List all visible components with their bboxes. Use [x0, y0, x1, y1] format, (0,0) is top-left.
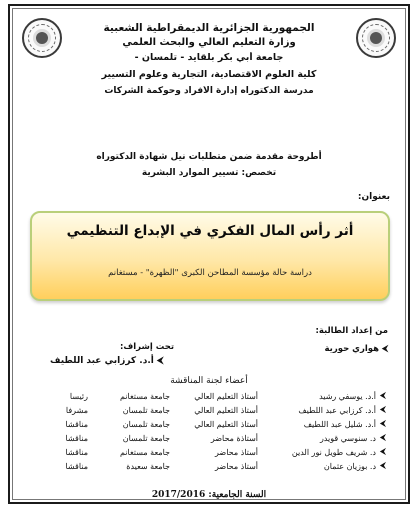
arrow-left-icon: ⮜	[379, 405, 387, 415]
university-line: جامعة أبي بكر بلقايد - تلمسان -	[134, 52, 284, 63]
academic-year	[10, 490, 408, 500]
doctoral-school-line: مدرسة الدكتوراه إدارة الأفراد وحوكمة الشركات	[104, 86, 314, 96]
university-seal-icon	[22, 18, 62, 58]
member-university: جامعة تلمسان	[122, 419, 170, 429]
university-seal-icon	[356, 18, 396, 58]
member-name: أ.د. كرزابي عبد اللطيف	[298, 405, 376, 415]
student-name-line	[325, 344, 389, 354]
member-name: أ.د. يوسفي رشيد	[319, 391, 376, 401]
member-name: د. بوزيان عثمان	[323, 461, 376, 471]
arrow-left-icon: ⮜	[379, 391, 387, 401]
member-university: جامعة تلمسان	[122, 405, 170, 415]
member-university: جامعة مستغانم	[119, 391, 170, 401]
table-row	[30, 403, 390, 417]
supervisor-name: أ.د. كرزابي عبد اللطيف	[50, 356, 154, 366]
student-name: هواري حورية	[324, 344, 379, 354]
faculty-line: كلية العلوم الاقتصادية، التجارية وعلوم التسيير	[101, 69, 317, 80]
table-row	[30, 417, 390, 431]
arrow-left-icon: ⮜	[381, 344, 388, 354]
thesis-title: أثر رأس المال الفكري في الإبداع التنظيمي	[66, 223, 354, 239]
member-name: د. سنوسي قويدر	[319, 433, 376, 443]
member-role: رئيسا	[69, 391, 88, 401]
specialty-line: تخصص: تسيير الموارد البشرية	[141, 168, 277, 178]
table-row	[30, 389, 390, 403]
arrow-left-icon: ⮜	[379, 461, 387, 471]
title-label: بعنوان:	[357, 192, 390, 202]
member-role: مناقشا	[65, 447, 88, 457]
prepared-by-label: من إعداد الطالبة:	[315, 326, 388, 336]
republic-line: الجمهورية الجزائرية الديمقراطية الشعبية	[103, 22, 315, 34]
member-university: جامعة مستغانم	[119, 447, 170, 457]
committee-table	[30, 389, 390, 473]
member-rank: أستاذ محاضر	[215, 461, 258, 471]
thesis-cover-page	[8, 4, 410, 504]
member-role: مناقشا	[65, 419, 88, 429]
academic-year-value: 2017/2016	[151, 490, 206, 500]
table-row	[30, 431, 390, 445]
thesis-subtitle: دراسة حالة مؤسسة المطاحن الكبرى "الظهرة" - مستغانم	[108, 268, 312, 278]
supervisor-label: تحت إشراف:	[120, 342, 175, 352]
arrow-left-icon: ⮜	[379, 433, 387, 443]
title-box	[30, 211, 390, 301]
committee-title: أعضاء لجنة المناقشة	[170, 376, 248, 386]
supervisor-name-line	[50, 356, 163, 366]
member-rank: أستاذ محاضر	[215, 447, 258, 457]
ministry-line: وزارة التعليم العالي والبحث العلمي	[122, 37, 296, 48]
member-name: أ.د. شليل عبد اللطيف	[303, 419, 376, 429]
member-role: مناقشا	[65, 433, 88, 443]
arrow-left-icon: ⮜	[379, 419, 387, 429]
member-rank: أستاذ التعليم العالي	[194, 391, 258, 401]
member-role: مشرفا	[65, 405, 88, 415]
member-rank: أستاذ التعليم العالي	[194, 405, 258, 415]
arrow-left-icon: ⮜	[156, 356, 164, 366]
table-row	[30, 445, 390, 459]
table-row	[30, 459, 390, 473]
academic-year-label: السنة الجامعية:	[208, 490, 267, 500]
member-university: جامعة سعيدة	[126, 461, 170, 471]
member-rank: أستاذة محاضر	[210, 433, 258, 443]
member-rank: أستاذ التعليم العالي	[194, 419, 258, 429]
arrow-left-icon: ⮜	[379, 447, 387, 457]
member-university: جامعة تلمسان	[122, 433, 170, 443]
member-role: مناقشا	[65, 461, 88, 471]
thesis-type-line: أطروحة مقدمة ضمن متطلبات نيل شهادة الدكتوراه	[96, 152, 322, 162]
member-name: د. شريف طويل نور الدين	[291, 447, 376, 457]
